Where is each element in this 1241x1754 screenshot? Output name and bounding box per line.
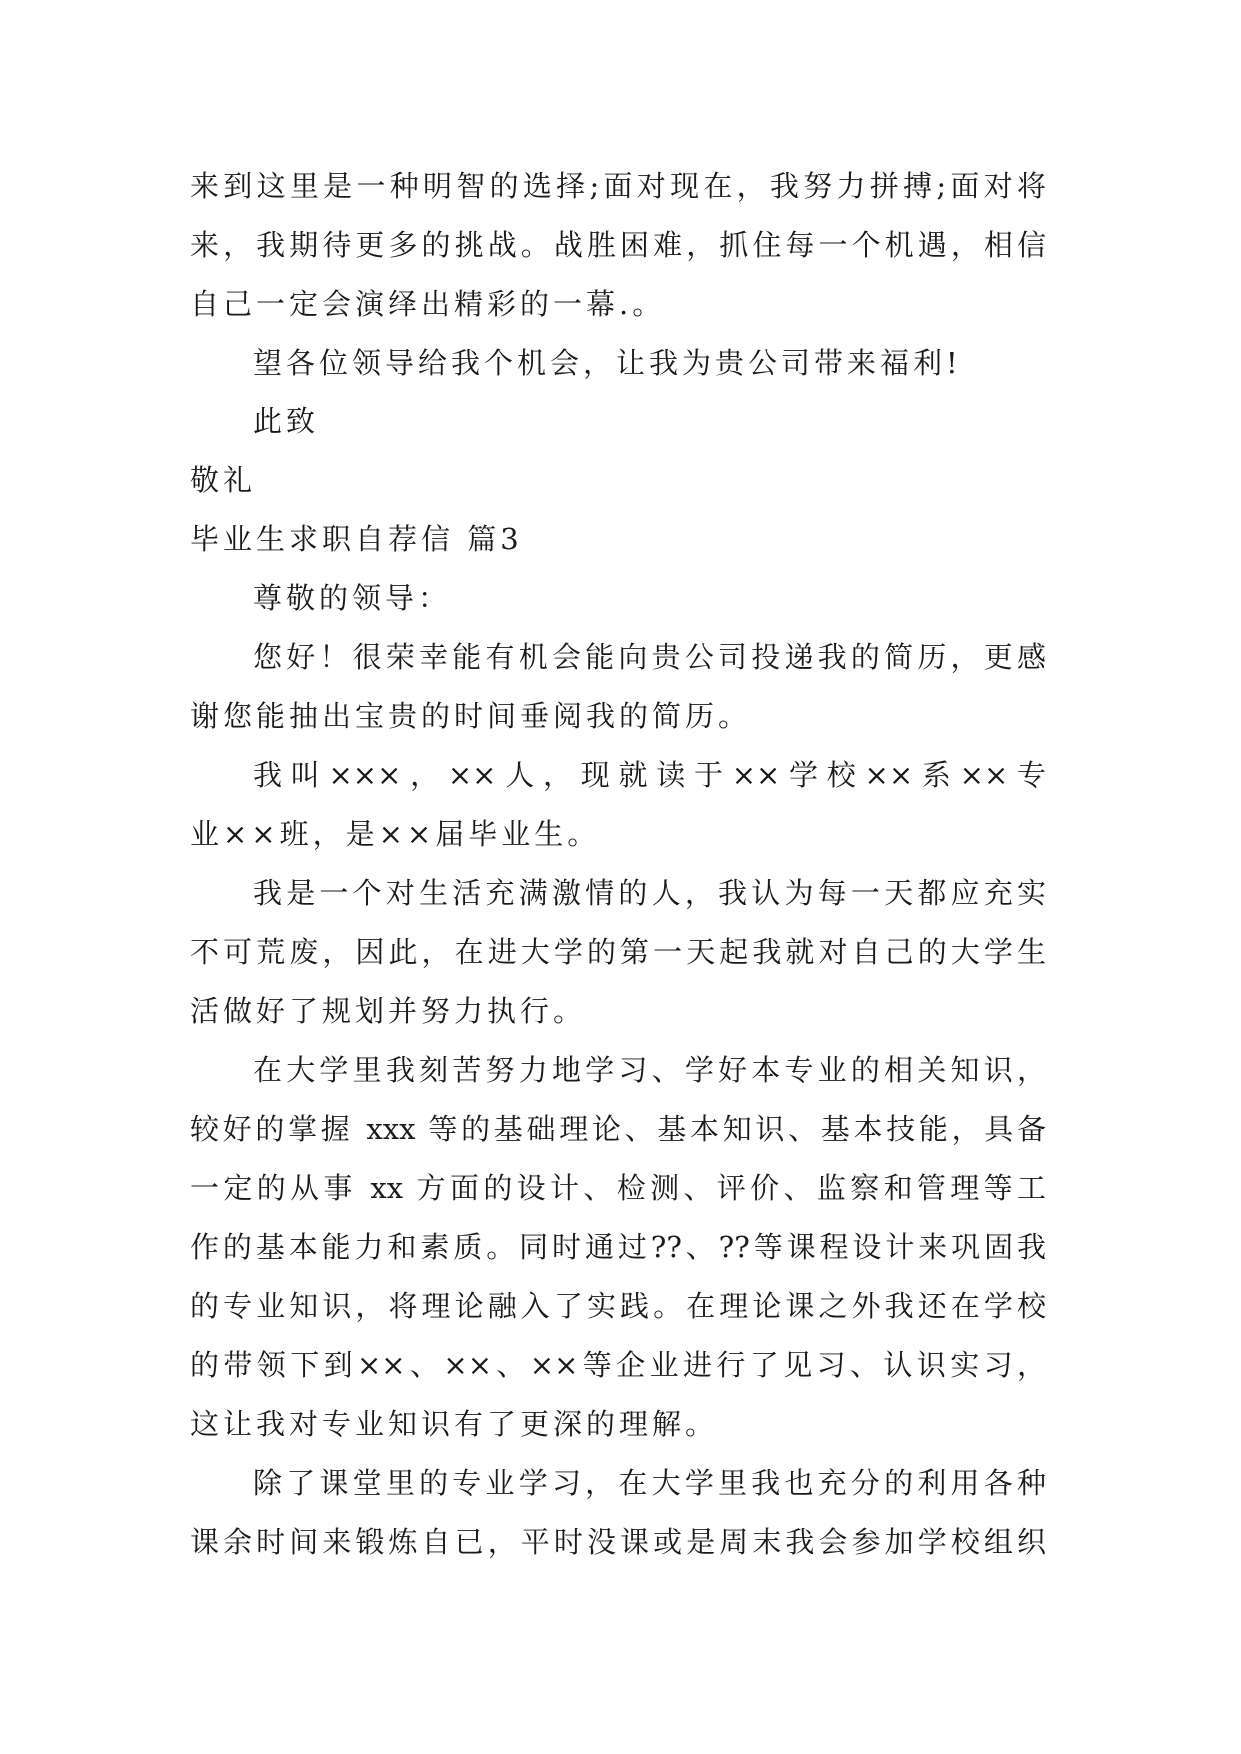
body-line: 来，我期待更多的挑战。战胜困难，抓住每一个机遇，相信 [190,228,1046,262]
body-line: 我叫×××，××人，现就读于××学校××系××专 [253,758,1046,792]
body-line: 业××班，是××届毕业生。 [190,817,601,851]
body-line: 的带领下到××、××、××等企业进行了见习、认识实习， [190,1348,1046,1382]
closing-salutation: 此致 [253,404,320,438]
body-line: 活做好了规划并努力执行。 [190,994,587,1028]
body-line: 谢您能抽出宝贵的时间垂阅我的简历。 [190,699,752,733]
body-line: 这让我对专业知识有了更深的理解。 [190,1407,719,1441]
body-line: 在大学里我刻苦努力地学习、学好本专业的相关知识， [253,1053,1046,1087]
body-line: 望各位领导给我个机会，让我为贵公司带来福利! [253,346,962,380]
body-line: 您好！很荣幸能有机会能向贵公司投递我的简历，更感 [253,640,1046,674]
body-line: 课余时间来锻炼自已，平时没课或是周末我会参加学校组织 [190,1525,1046,1559]
body-line: 一定的从事 xx 方面的设计、检测、评价、监察和管理等工 [190,1171,1046,1205]
letter-greeting: 尊敬的领导： [253,581,452,615]
body-line: 作的基本能力和素质。同时通过??、??等课程设计来巩固我 [190,1230,1046,1264]
body-line: 除了课堂里的专业学习，在大学里我也充分的利用各种 [253,1466,1046,1500]
body-line: 不可荒废，因此，在进大学的第一天起我就对自己的大学生 [190,935,1046,969]
body-line: 的专业知识，将理论融入了实践。在理论课之外我还在学校 [190,1289,1046,1323]
body-line: 来到这里是一种明智的选择;面对现在，我努力拼搏;面对将 [190,169,1046,203]
body-line: 较好的掌握 xxx 等的基础理论、基本知识、基本技能，具备 [190,1112,1046,1146]
body-line: 自己一定会演绎出精彩的一幕.。 [190,287,666,321]
closing-regards: 敬礼 [190,463,257,497]
body-line: 我是一个对生活充满激情的人，我认为每一天都应充实 [253,876,1046,910]
section-title: 毕业生求职自荐信 篇3 [190,522,523,556]
